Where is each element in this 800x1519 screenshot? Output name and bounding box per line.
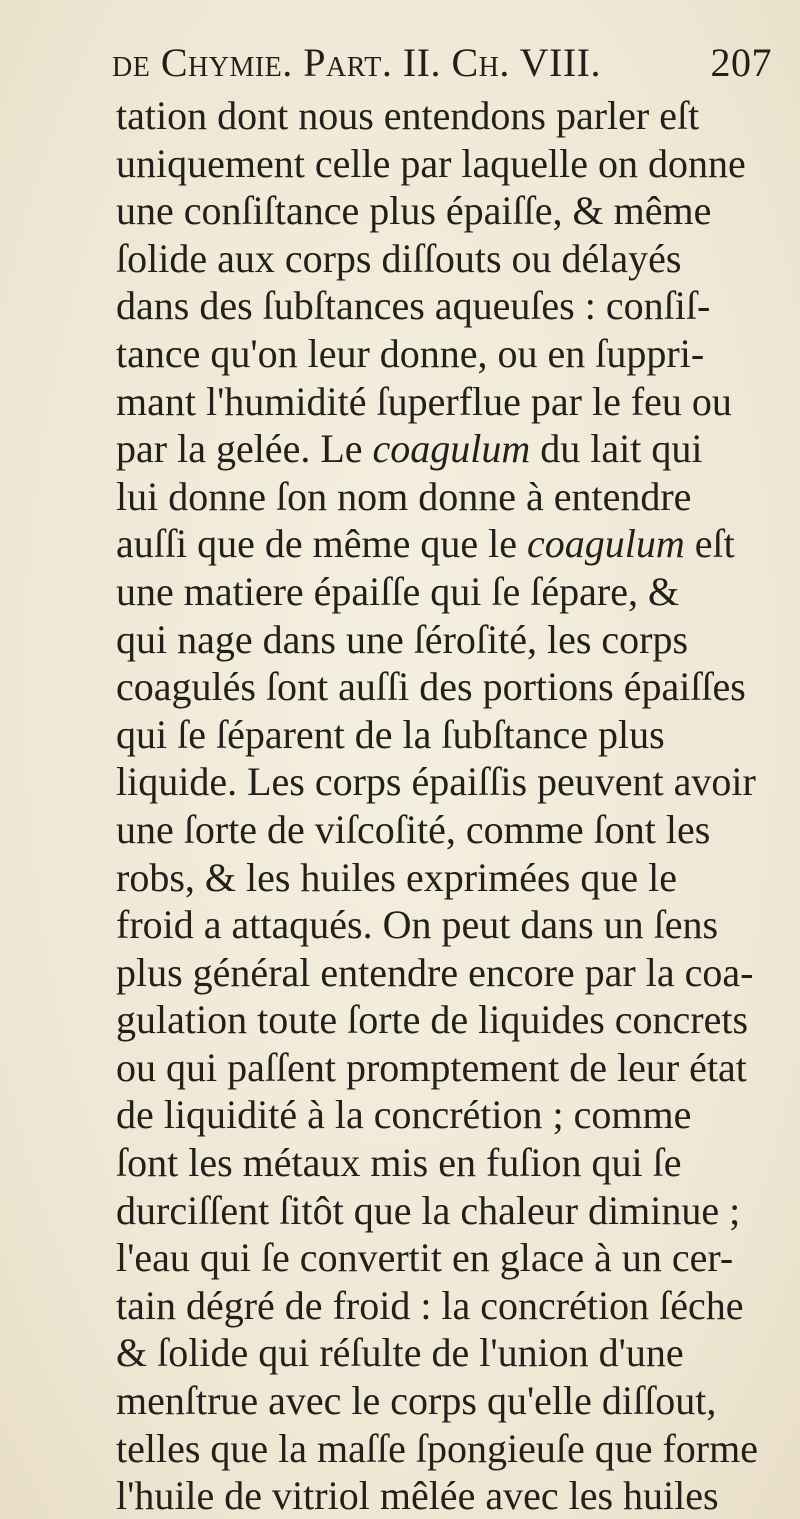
text-segment: une conſiſtance plus épaiſſe, & même <box>116 188 712 234</box>
text-segment: eſt <box>684 521 735 567</box>
text-segment: menſtrue avec le corps qu'elle diſſout, <box>116 1378 717 1424</box>
text-segment: froid a attaqués. On peut dans un ſens <box>116 902 719 948</box>
text-segment: durciſſent ſitôt que la chaleur diminue ; <box>116 1187 741 1233</box>
text-segment: uniquement celle par laquelle on donne <box>116 140 746 186</box>
text-line <box>116 568 780 616</box>
text-line <box>116 187 780 235</box>
text-segment: tance qu'on leur donne, ou en ſuppri- <box>116 330 705 376</box>
text-line <box>116 901 780 949</box>
text-segment: liquide. Les corps épaiſſis peuvent avoir <box>116 759 756 805</box>
text-segment: telles que la maſſe ſpongieuſe que forme <box>116 1425 758 1471</box>
running-title: de Chymie. Part. II. Ch. VIII. <box>112 40 601 85</box>
text-segment: plus général entendre encore par la coa- <box>116 949 754 995</box>
text-line <box>116 1234 780 1282</box>
text-segment: ſont les métaux mis en fuſion qui ſe <box>116 1140 682 1186</box>
text-line <box>116 1091 780 1139</box>
text-segment: qui ſe ſéparent de la ſubſtance plus <box>116 711 665 757</box>
text-line <box>116 616 780 664</box>
page-number: 207 <box>710 40 772 85</box>
body-text <box>116 92 780 1519</box>
text-line <box>116 1139 780 1187</box>
text-segment: gulation toute ſorte de liquides concrets <box>116 997 749 1043</box>
text-segment: lui donne ſon nom donne à entendre <box>116 473 692 519</box>
italic-term: coagulum <box>372 426 531 472</box>
text-line <box>116 854 780 902</box>
italic-term: coagulum <box>526 521 685 567</box>
text-segment: ou qui paſſent promptement de leur état <box>116 1044 747 1090</box>
text-segment: de liquidité à la concrétion ; comme <box>116 1092 692 1138</box>
text-segment: du lait qui <box>530 426 703 472</box>
text-line <box>116 663 780 711</box>
text-segment: l'huile de vitriol mêlée avec les huiles <box>116 1473 719 1519</box>
text-line <box>116 711 780 759</box>
text-segment: mant l'humidité ſuperflue par le feu ou <box>116 378 732 424</box>
text-segment: qui nage dans une ſéroſité, les corps <box>116 616 689 662</box>
text-segment: auſſi que de même que le <box>116 521 527 567</box>
text-segment: tation dont nous entendons parler eſt <box>116 93 700 138</box>
text-segment: une matiere épaiſſe qui ſe ſépare, & <box>116 568 680 614</box>
text-line <box>116 92 780 140</box>
text-segment: dans des ſubſtances aqueuſes : conſiſ- <box>116 283 711 329</box>
text-line <box>116 473 780 521</box>
text-segment: robs, & les huiles exprimées que le <box>116 854 677 900</box>
text-line <box>116 1329 780 1377</box>
text-segment: tain dégré de froid : la concrétion ſéche <box>116 1282 744 1328</box>
text-line <box>116 1187 780 1235</box>
text-segment: l'eau qui ſe convertit en glace à un cer- <box>116 1235 734 1281</box>
text-segment: coagulés ſont auſſi des portions épaiſſes <box>116 664 746 710</box>
text-line <box>116 1044 780 1092</box>
text-line <box>116 330 780 378</box>
text-segment: une ſorte de viſcoſité, comme ſont les <box>116 806 711 852</box>
text-segment: ſolide aux corps diſſouts ou délayés <box>116 235 682 281</box>
text-line <box>116 140 780 188</box>
text-line <box>116 1472 780 1519</box>
text-segment: & ſolide qui réſulte de l'union d'une <box>116 1330 684 1376</box>
text-line <box>116 949 780 997</box>
text-line <box>116 520 780 568</box>
text-line <box>116 758 780 806</box>
text-line <box>116 282 780 330</box>
text-line <box>116 1377 780 1425</box>
text-line <box>116 425 780 473</box>
text-line <box>116 378 780 426</box>
text-line <box>116 1282 780 1330</box>
running-head <box>112 38 772 88</box>
text-line <box>116 806 780 854</box>
text-line <box>116 996 780 1044</box>
text-segment: par la gelée. Le <box>116 426 373 472</box>
text-line <box>116 1425 780 1473</box>
text-line <box>116 235 780 283</box>
